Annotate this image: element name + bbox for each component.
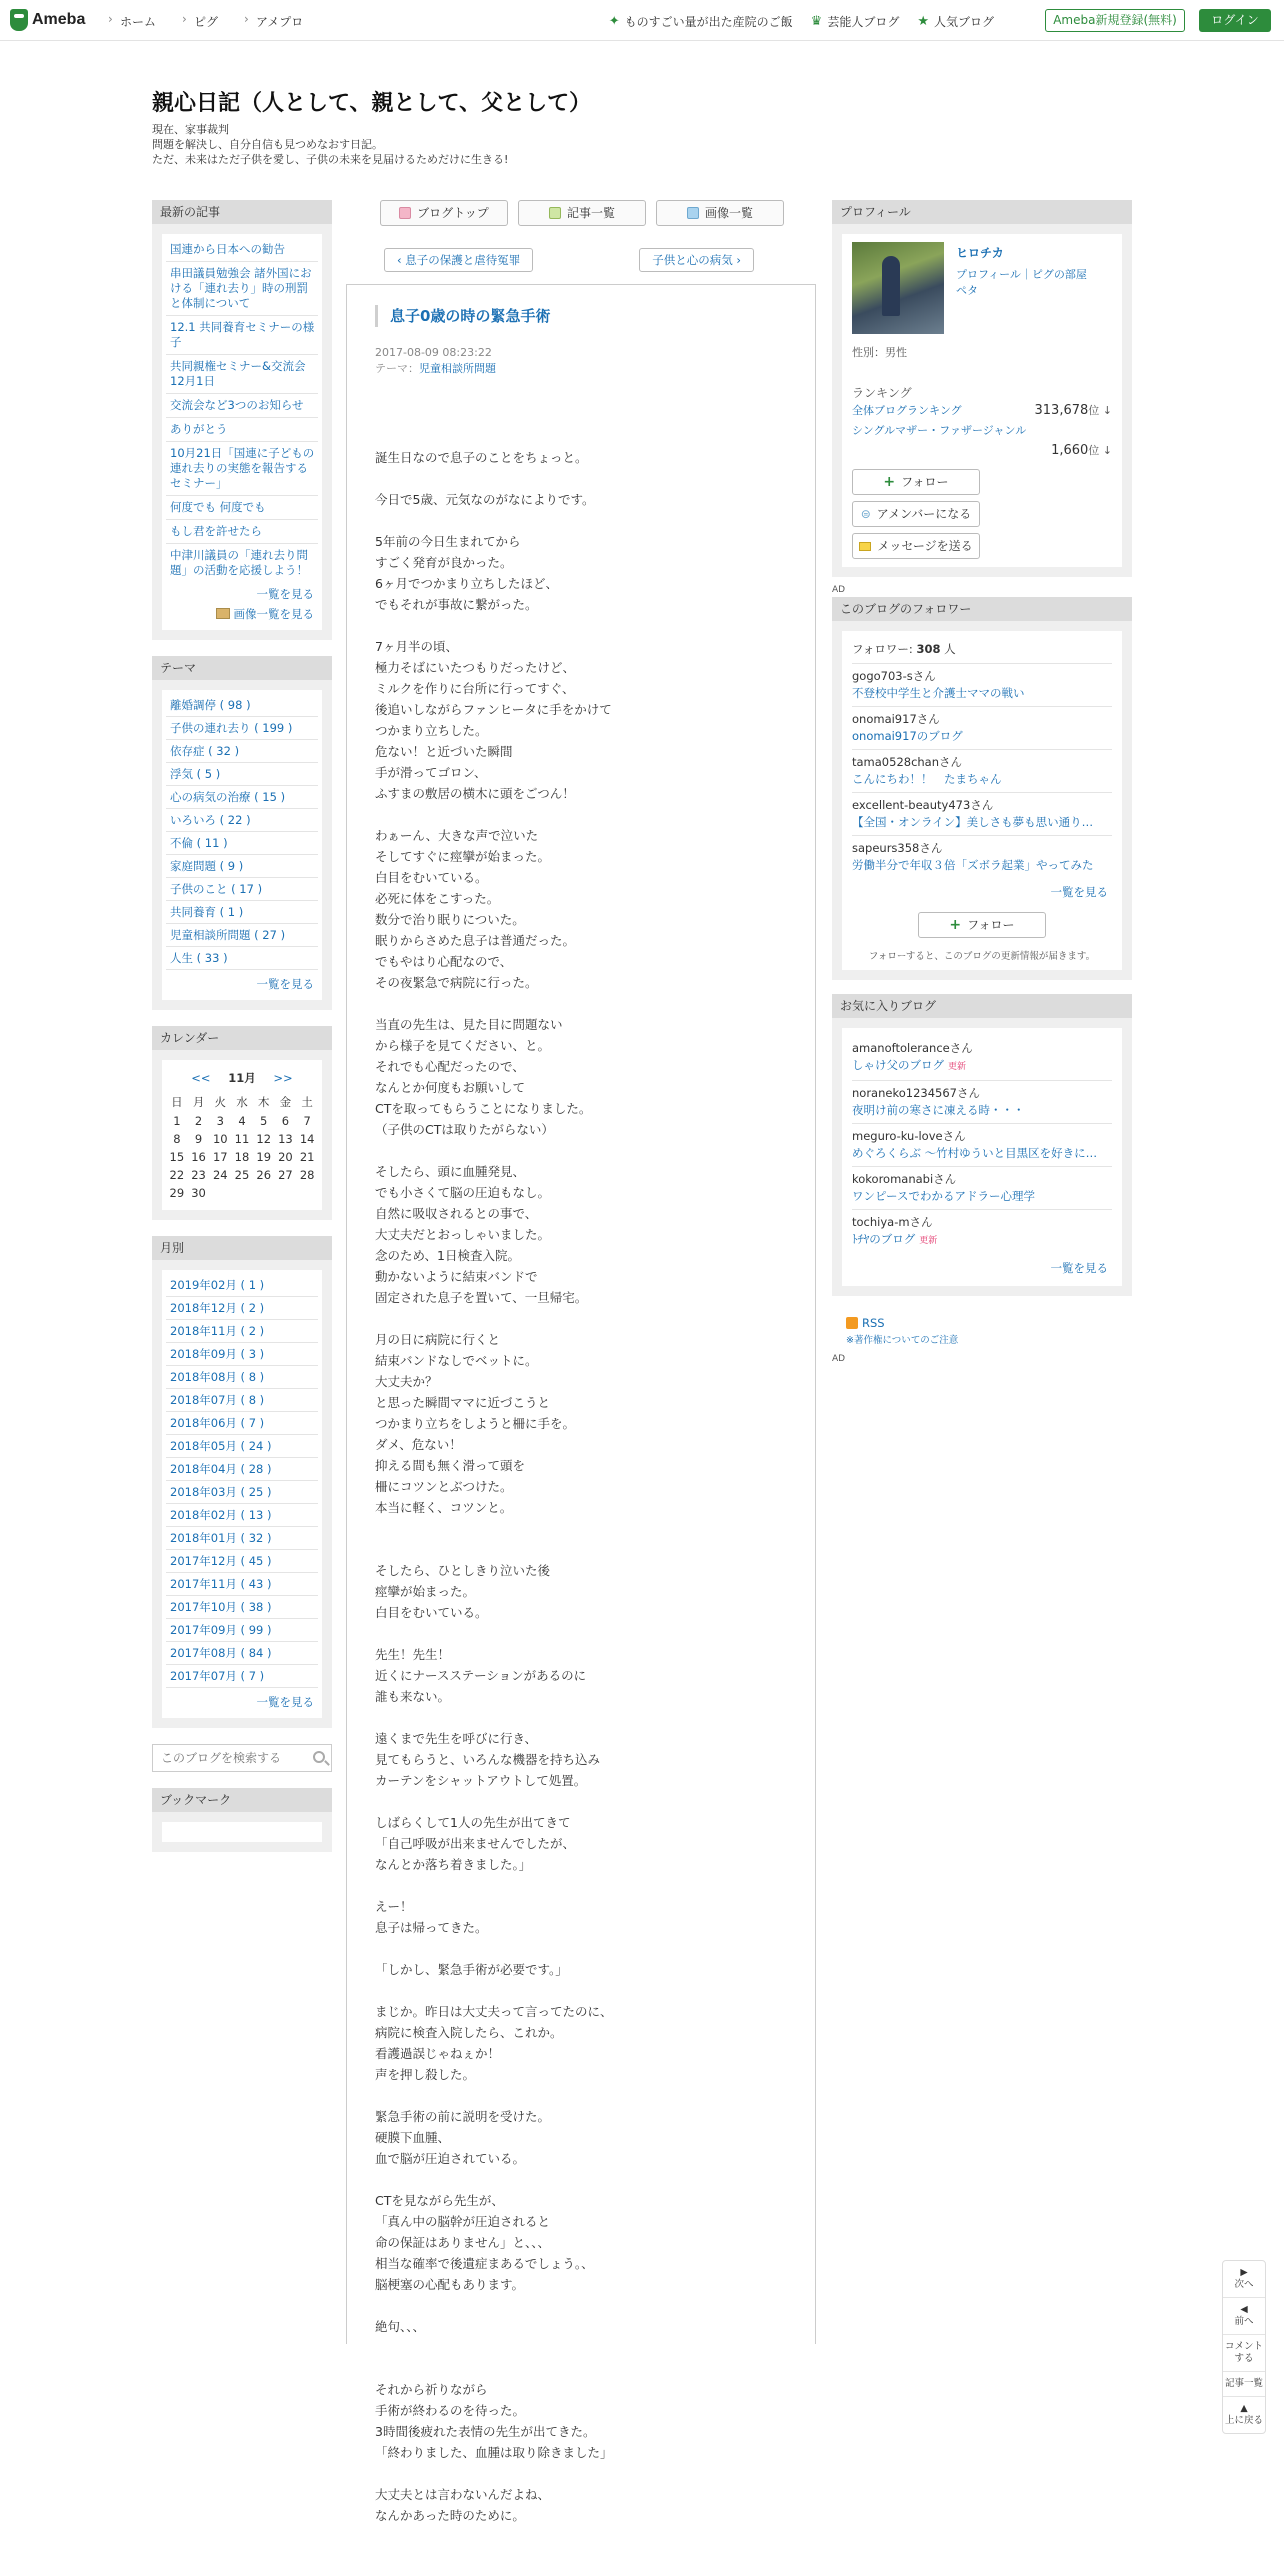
theme-link[interactable]: いろいろ ( 22 ) [166,809,318,832]
theme-list [166,694,318,970]
favorite-blog-link[interactable]: ﾄﾁﾔのブログ [852,1232,916,1246]
calendar-grid [166,1092,318,1204]
calendar-day: 10 [212,1132,228,1146]
favorite-item [852,1167,1112,1210]
login-button[interactable]: ログイン [1199,9,1271,32]
search-icon[interactable] [313,1751,325,1763]
copyright-note-link[interactable]: ※著作権についてのご注意 [846,1335,959,1346]
calendar-day: 9 [194,1132,203,1146]
article-title[interactable]: 息子0歳の時の緊急手術 [375,305,787,327]
calendar-weekday: 月 [192,1095,205,1109]
recent-entries-list [166,238,318,582]
image-list-label: 画像一覧 [704,206,753,220]
message-button[interactable] [852,533,980,559]
calendar-month: 11月 [228,1071,256,1085]
updated-badge: 更新 [948,1062,967,1072]
blog-search-input[interactable] [153,1745,293,1771]
favorite-name: amanoftoleranceさん [852,1041,973,1055]
profile-box [832,200,1132,577]
favorite-blog-link[interactable]: ワンピースでわかるアドラー心理学 [852,1189,1035,1203]
follower-blog-link[interactable]: onomai917のブログ [852,729,963,743]
follow-note: フォローすると、このブログの更新情報が届きます。 [868,951,1096,962]
recent-entry-link[interactable]: ありがとう [166,418,318,442]
chevron-right-icon: › [732,253,741,267]
followers-box [832,597,1132,980]
register-button[interactable]: Ameba新規登録(無料) [1045,9,1185,32]
followers-more-link[interactable]: 一覧を見る [1050,885,1108,899]
blog-desc-line: ただ、未来はただ子供を愛し、子供の未来を見届けるためだけに生きる! [152,153,509,166]
favorite-blog-link[interactable]: しゃけ父のブログ [852,1058,944,1072]
recent-entries-heading: 最新の記事 [152,200,332,224]
calendar-day: 15 [169,1150,185,1164]
follower-item [852,664,1112,707]
calendar-day: 3 [216,1114,224,1128]
recent-entry-link[interactable]: 中津川議員の「連れ去り問題」の活動を応援しよう！ [170,548,308,577]
article-body: 誕生日なので息子のことをちょっと。 今日で5歳、元気なのがなによりです。 5年前の今日生まれてから すごく発育が良かった。 6ヶ月でつかまり立ちしたほど、 でもそれが事故に繋がった。 7ヶ月半の頃、 極力そばにいたつもりだったけど、 ミルクを作りに台所に行ってすぐ、 後追いしながらファンヒータに手をかけて つかまり立ちした。 危ない！と近づいた瞬間 手が滑ってゴロン、 ふすまの敷居の横木に頭をごつん！ わぁーん、大きな声で泣いた そしてすぐに痙攣が始まった。 白目をむいている。 必死に体をこすった。 数分で治り眠りについた。 眠りからさめた息子は普通だった。 でもやはり心配なので、 その夜緊急で病院に行った。 当直の先生は、見た目に問題ない から様子を見てください、と。 それでも心配だったので、 なんとか何度もお願いして CTを取ってもらうことになりました。 （子供のCTは取りたがらない） そしたら、頭に血腫発見、 でも小さくて脳の圧迫もなし。 自然に吸収されるとの事で、 大丈夫だとおっしゃいました。 念のため、1日検査入院。 動かないように結束バンドで 固定された息子を置いて、一旦帰宅。 月の日に病院に行くと 結束バンドなしでベットに。 大丈夫か？ と思った瞬間ママに近づこうと つかまり立ちをしようと柵に手を。 ダメ、危ない！ 抑える間も無く滑って頭を 柵にコツンとぶつけた。 本当に軽く、コツンと。 そしたら、ひとしきり泣いた後 痙攣が始まった。 白目をむいている。 先生！先生！ 近くにナースステーションがあるのに 誰も来ない。 遠くまで先生を呼びに行き、 見てもらうと、いろんな機器を持ち込み カーテンをシャットアウトして処置。 しばらくして1人の先生が出てきて 「自己呼吸が出来ませんでしたが、 なんとか落ち着きました。」 えー！ 息子は帰ってきた。 「しかし、緊急手術が必要です。」 まじか。昨日は大丈夫って言ってたのに、 病院に検査入院したら、これか。 看護過誤じゃねぇか！ 声を押し殺した。 緊急手術の前に説明を受けた。 硬膜下血腫、 血で脳が圧迫されている。 CTを見ながら先生が、 「真ん中の脳幹が圧迫されると 命の保証はありません」と、、、 相当な確率で後遺症まあるでしょう。、 脳梗塞の心配もあります。 絶句、、、 それから祈りながら 手術が終わるのを待った。 3時間後疲れた表情の先生が出てきた。 「終わりました、血腫は取り除きました」 大丈夫とは言わないんだよね、 なんかあった時のために。 [375,450,613,2523]
recent-entry-link[interactable]: もし君を許せたら [166,520,318,544]
message-label: メッセージを送る [877,539,973,553]
nav-popular-blog[interactable] [917,13,994,30]
global-nav-right [609,13,994,30]
article-date: 2017-08-09 08:23:22 [375,346,492,359]
recent-entries-box [152,200,332,640]
follower-name: onomai917さん [852,712,940,726]
prev-entry-label: 息子の保護と虐待冤罪 [405,253,521,267]
article [346,284,816,2523]
favorites-box [832,994,1132,1296]
floating-nav [1222,2260,1266,2434]
float-prev-button[interactable] [1223,2298,1265,2335]
month-link[interactable]: 2017年07月 ( 7 ) [166,1665,318,1688]
prev-icon: ◀ [1240,2304,1248,2315]
float-list-label: 記事一覧 [1224,2378,1263,2389]
calendar-day: 16 [191,1150,206,1164]
month-link[interactable]: 2019年02月 ( 1 ) [166,1274,318,1297]
bookmark-box [152,1788,332,1852]
image-list-button[interactable] [656,200,784,226]
calendar-next-month[interactable]: >> [273,1071,293,1085]
chevron-left-icon: ‹ [397,253,406,267]
calendar-day: 30 [191,1186,206,1200]
favorite-item [852,1036,1112,1081]
next-icon: ▶ [1240,2267,1248,2278]
ranking-label: ランキング [852,386,912,400]
follow-button-2[interactable] [918,912,1046,938]
global-header [0,0,1284,41]
article-theme-label: テーマ： [375,362,419,375]
nav-featured[interactable] [609,13,793,30]
followers-heading: このブログのフォロワー [832,597,1132,621]
calendar-nav [166,1064,318,1092]
calendar-box [152,1026,332,1220]
follow-label: フォロー [901,475,949,489]
month-link[interactable]: 2018年01月 ( 32 ) [166,1527,318,1550]
calendar-day: 5 [260,1114,268,1128]
follower-count-unit: 人 [940,642,956,656]
calendar-weekday: 土 [301,1095,313,1109]
ranking-genre-row [852,441,1112,461]
float-top-button[interactable] [1223,2397,1265,2433]
calendar-day: 18 [234,1150,250,1164]
month-link[interactable]: 2018年02月 ( 13 ) [166,1504,318,1527]
prev-entry-link[interactable] [384,248,533,272]
calendar-day: 24 [212,1168,228,1182]
float-comment-label: コメントする [1224,2341,1263,2364]
calendar-day: 13 [278,1132,293,1146]
calendar-day: 19 [256,1150,272,1164]
month-link[interactable]: 2017年10月 ( 38 ) [166,1596,318,1619]
monthly-heading: 月別 [152,1236,332,1260]
follower-count-label: フォロワー: [852,642,917,656]
float-list-button[interactable] [1223,2372,1265,2397]
article-theme-link[interactable]: 児童相談所問題 [419,362,496,375]
logo-text: Ameba [32,11,86,28]
next-entry-link[interactable] [639,248,754,272]
float-prev-label: 前へ [1234,2316,1254,2327]
follower-name: sapeurs358さん [852,841,943,855]
blog-top-nav [346,200,816,226]
ranking-overall-label[interactable]: 全体ブログランキング [852,404,962,417]
ameba-logo-icon [10,9,28,31]
theme-link[interactable]: 浮気 ( 5 ) [166,763,318,786]
nav-celebrity-label: 芸能人ブログ [827,15,900,29]
theme-box [152,656,332,1010]
favorite-name: kokoromanabiさん [852,1172,957,1186]
favorite-item [852,1124,1112,1167]
profile-heading: プロフィール [832,200,1132,224]
theme-heading: テーマ [152,656,332,680]
recent-entry-link[interactable]: 串田議員勉強会 諸外国における「連れ去り」時の刑罰と体制について [166,262,318,316]
favorite-blog-link[interactable]: めぐろくらぶ ～竹村ゆういと目黒区を好きに… [852,1146,1098,1160]
sparkle-icon: ✦ [608,14,620,29]
month-link[interactable]: 2017年09月 ( 99 ) [166,1619,318,1642]
entry-list-button[interactable] [518,200,646,226]
blog-top-label: ブログトップ [417,206,489,220]
calendar-day: 7 [303,1114,311,1128]
month-link[interactable]: 2017年11月 ( 43 ) [166,1573,318,1596]
month-link[interactable]: 2018年04月 ( 28 ) [166,1458,318,1481]
calendar-day: 29 [169,1186,185,1200]
calendar-day: 27 [278,1168,293,1182]
month-link[interactable]: 2018年03月 ( 25 ) [166,1481,318,1504]
follower-count [852,639,1112,664]
amember-icon: ⊜ [860,507,871,521]
favorites-heading: お気に入りブログ [832,994,1132,1018]
ameba-logo[interactable] [10,9,85,31]
calendar-day: 22 [169,1168,185,1182]
profile-summary [852,242,1112,334]
follower-count-value: 308 [916,642,941,656]
month-link[interactable]: 2018年05月 ( 24 ) [166,1435,318,1458]
calendar-day: 1 [173,1114,181,1128]
month-link[interactable]: 2017年08月 ( 84 ) [166,1642,318,1665]
blog-top-button[interactable] [380,200,508,226]
month-link[interactable]: 2018年07月 ( 8 ) [166,1389,318,1412]
calendar-heading: カレンダー [152,1026,332,1050]
calendar-day: 23 [191,1168,206,1182]
profile-name[interactable]: ヒロチカ [956,246,1004,260]
monthly-more-link[interactable]: 一覧を見る [256,1695,314,1709]
follower-blog-link[interactable]: 【全国・オンライン】美しさも夢も思い通り… [852,815,1094,829]
follower-name: tama0528chanさん [852,755,963,769]
peta-link[interactable]: ペタ [956,284,978,297]
profile-gender: 性別：男性 [852,346,907,359]
theme-link[interactable]: 家庭問題 ( 9 ) [166,855,318,878]
follower-blog-link[interactable]: こんにちわ！！ たまちゃん [852,772,1002,786]
follower-name: excellent-beauty473さん [852,798,994,812]
calendar-day: 12 [256,1132,272,1146]
ad-label: AD [832,1354,846,1364]
profile-links[interactable]: プロフィール｜ピグの部屋 [956,268,1087,281]
calendar-weekday: 木 [257,1095,270,1109]
calendar-day: 6 [281,1114,290,1128]
rss-icon [846,1317,858,1329]
follower-item [852,793,1112,836]
right-sidebar [832,200,1132,1364]
float-comment-button[interactable] [1223,2335,1265,2372]
float-next-button[interactable] [1223,2261,1265,2298]
ranking-genre-label[interactable]: シングルマザー・ファザージャンル [852,424,1027,437]
nav-pigg[interactable]: › ピグ [182,13,218,30]
global-nav-left [108,13,303,30]
nav-popular-label: 人気ブログ [933,15,994,29]
calendar-day: 14 [299,1132,315,1146]
calendar-weekday: 水 [236,1095,248,1109]
calendar-prev-month[interactable]: << [191,1071,211,1085]
theme-link[interactable]: 依存症 ( 32 ) [166,740,318,763]
calendar-weekday: 火 [214,1095,227,1109]
ranking-unit: 位 ↓ [1088,404,1112,417]
follower-blog-link[interactable]: 不登校中学生と介護士ママの戦い [852,686,1025,700]
theme-link[interactable]: 共同養育 ( 1 ) [166,901,318,924]
next-entry-label: 子供と心の病気 [652,253,733,267]
ranking-unit: 位 ↓ [1088,444,1112,457]
calendar-day: 21 [299,1150,315,1164]
image-list-label: 画像一覧を見る [233,607,314,621]
theme-link[interactable]: 人生 ( 33 ) [166,947,318,970]
favorite-blog-link[interactable]: 夜明け前の寒さに凍える時・・・ [852,1103,1025,1117]
favorite-name: noraneko1234567さん [852,1086,980,1100]
month-link[interactable]: 2017年12月 ( 45 ) [166,1550,318,1573]
plus-icon: + [883,474,896,490]
recent-entry-link[interactable]: 何度でも 何度でも [166,496,318,520]
home-icon [399,207,411,219]
calendar-day: 20 [278,1150,293,1164]
amember-label: アメンバーになる [876,507,972,521]
up-icon: ▲ [1240,2403,1248,2414]
bookmark-heading: ブックマーク [152,1788,332,1812]
month-link[interactable]: 2018年11月 ( 2 ) [166,1320,318,1343]
amember-button[interactable] [852,501,980,527]
calendar-day: 4 [238,1114,246,1128]
blog-title[interactable]: 親心日記（人として、親として、父として） [152,91,592,116]
blog-search [152,1744,332,1772]
image-list-link[interactable] [166,604,318,624]
calendar-day: 8 [173,1132,181,1146]
theme-more-link[interactable]: 一覧を見る [256,977,314,991]
ad-label: AD [832,585,846,595]
recent-entry-link[interactable]: 国連から日本への勧告 [166,238,318,262]
blog-desc-line: 問題を解決し、自分自信も見つめなおす日記。 [152,138,383,151]
ranking-overall [852,401,1112,421]
ranking-overall-value: 313,678 [1034,403,1089,418]
left-sidebar [152,200,332,1868]
entry-pager [346,248,816,272]
nav-celebrity-blog[interactable] [811,13,900,30]
avatar[interactable] [852,242,944,334]
follow-label: フォロー [967,918,1015,932]
envelope-icon [859,542,871,551]
follower-blog-link[interactable]: 労働半分で年収３倍「ズボラ起業」やってみた [852,858,1094,872]
main-column [346,200,816,2523]
float-top-label: 上に戻る [1224,2415,1263,2426]
star-icon: ★ [917,14,929,29]
plus-icon: + [949,917,962,933]
rss-link[interactable] [846,1316,1118,1330]
favorite-item [852,1081,1112,1124]
follower-name: gogo703-sさん [852,669,936,683]
theme-link[interactable]: 心の病気の治療 ( 15 ) [166,786,318,809]
theme-link[interactable]: 不倫 ( 11 ) [166,832,318,855]
ranking-genre [852,421,1112,441]
float-next-label: 次へ [1234,2279,1254,2290]
favorites-more-link[interactable]: 一覧を見る [1050,1261,1108,1275]
calendar-day: 2 [194,1114,203,1128]
nav-home[interactable]: › ホーム [108,13,156,30]
calendar-weekday: 金 [279,1095,292,1109]
theme-link[interactable]: 子供の連れ去り ( 199 ) [166,717,318,740]
calendar-weekday: 日 [171,1095,183,1109]
recent-entry-link[interactable]: 10月21日「国連に子どもの連れ去りの実態を報告するセミナー」 [166,442,318,496]
calendar-day: 17 [212,1150,228,1164]
favorite-item [852,1210,1112,1254]
image-icon [687,207,699,219]
ranking-genre-value: 1,660 [1051,443,1089,458]
month-link[interactable]: 2018年09月 ( 3 ) [166,1343,318,1366]
monthly-list [166,1274,318,1688]
recent-entry-link[interactable]: 12.1 共同養育セミナーの様子 [166,316,318,355]
calendar-day: 25 [234,1168,250,1182]
rss-block [832,1310,1132,1346]
crown-icon: ♛ [810,14,823,29]
recent-entry-link[interactable]: 交流会など3つのお知らせ [166,394,318,418]
calendar-day: 26 [256,1168,272,1182]
nav-amepro[interactable]: › アメプロ [244,13,303,30]
rss-label: RSS [862,1316,885,1330]
updated-badge: 更新 [919,1236,938,1246]
image-icon [216,608,230,619]
recent-more-link[interactable]: 一覧を見る [256,587,314,601]
favorite-name: meguro-ku-loveさん [852,1129,966,1143]
month-link[interactable]: 2018年08月 ( 8 ) [166,1366,318,1389]
blog-desc-line: 現在、家事裁判 [152,123,229,136]
entry-list-label: 記事一覧 [566,206,615,220]
article-theme [375,361,787,377]
blog-description [152,122,508,167]
calendar-day: 11 [234,1132,250,1146]
follow-button[interactable] [852,469,980,495]
monthly-box [152,1236,332,1728]
follower-item [852,707,1112,750]
theme-link[interactable]: 離婚調停 ( 98 ) [166,694,318,717]
follower-item [852,750,1112,793]
recent-entry-link[interactable]: 共同親権セミナー&交流会12月1日 [166,355,318,394]
follower-item [852,836,1112,878]
theme-link[interactable]: 児童相談所問題 ( 27 ) [166,924,318,947]
month-link[interactable]: 2018年12月 ( 2 ) [166,1297,318,1320]
article-meta [375,345,787,377]
theme-link[interactable]: 子供のこと ( 17 ) [166,878,318,901]
list-icon [549,207,561,219]
nav-featured-label: ものすごい量が出た産院のご飯 [624,15,793,29]
favorite-name: tochiya-mさん [852,1215,933,1229]
calendar-day: 28 [299,1168,315,1182]
month-link[interactable]: 2018年06月 ( 7 ) [166,1412,318,1435]
profile-actions [852,469,1112,559]
